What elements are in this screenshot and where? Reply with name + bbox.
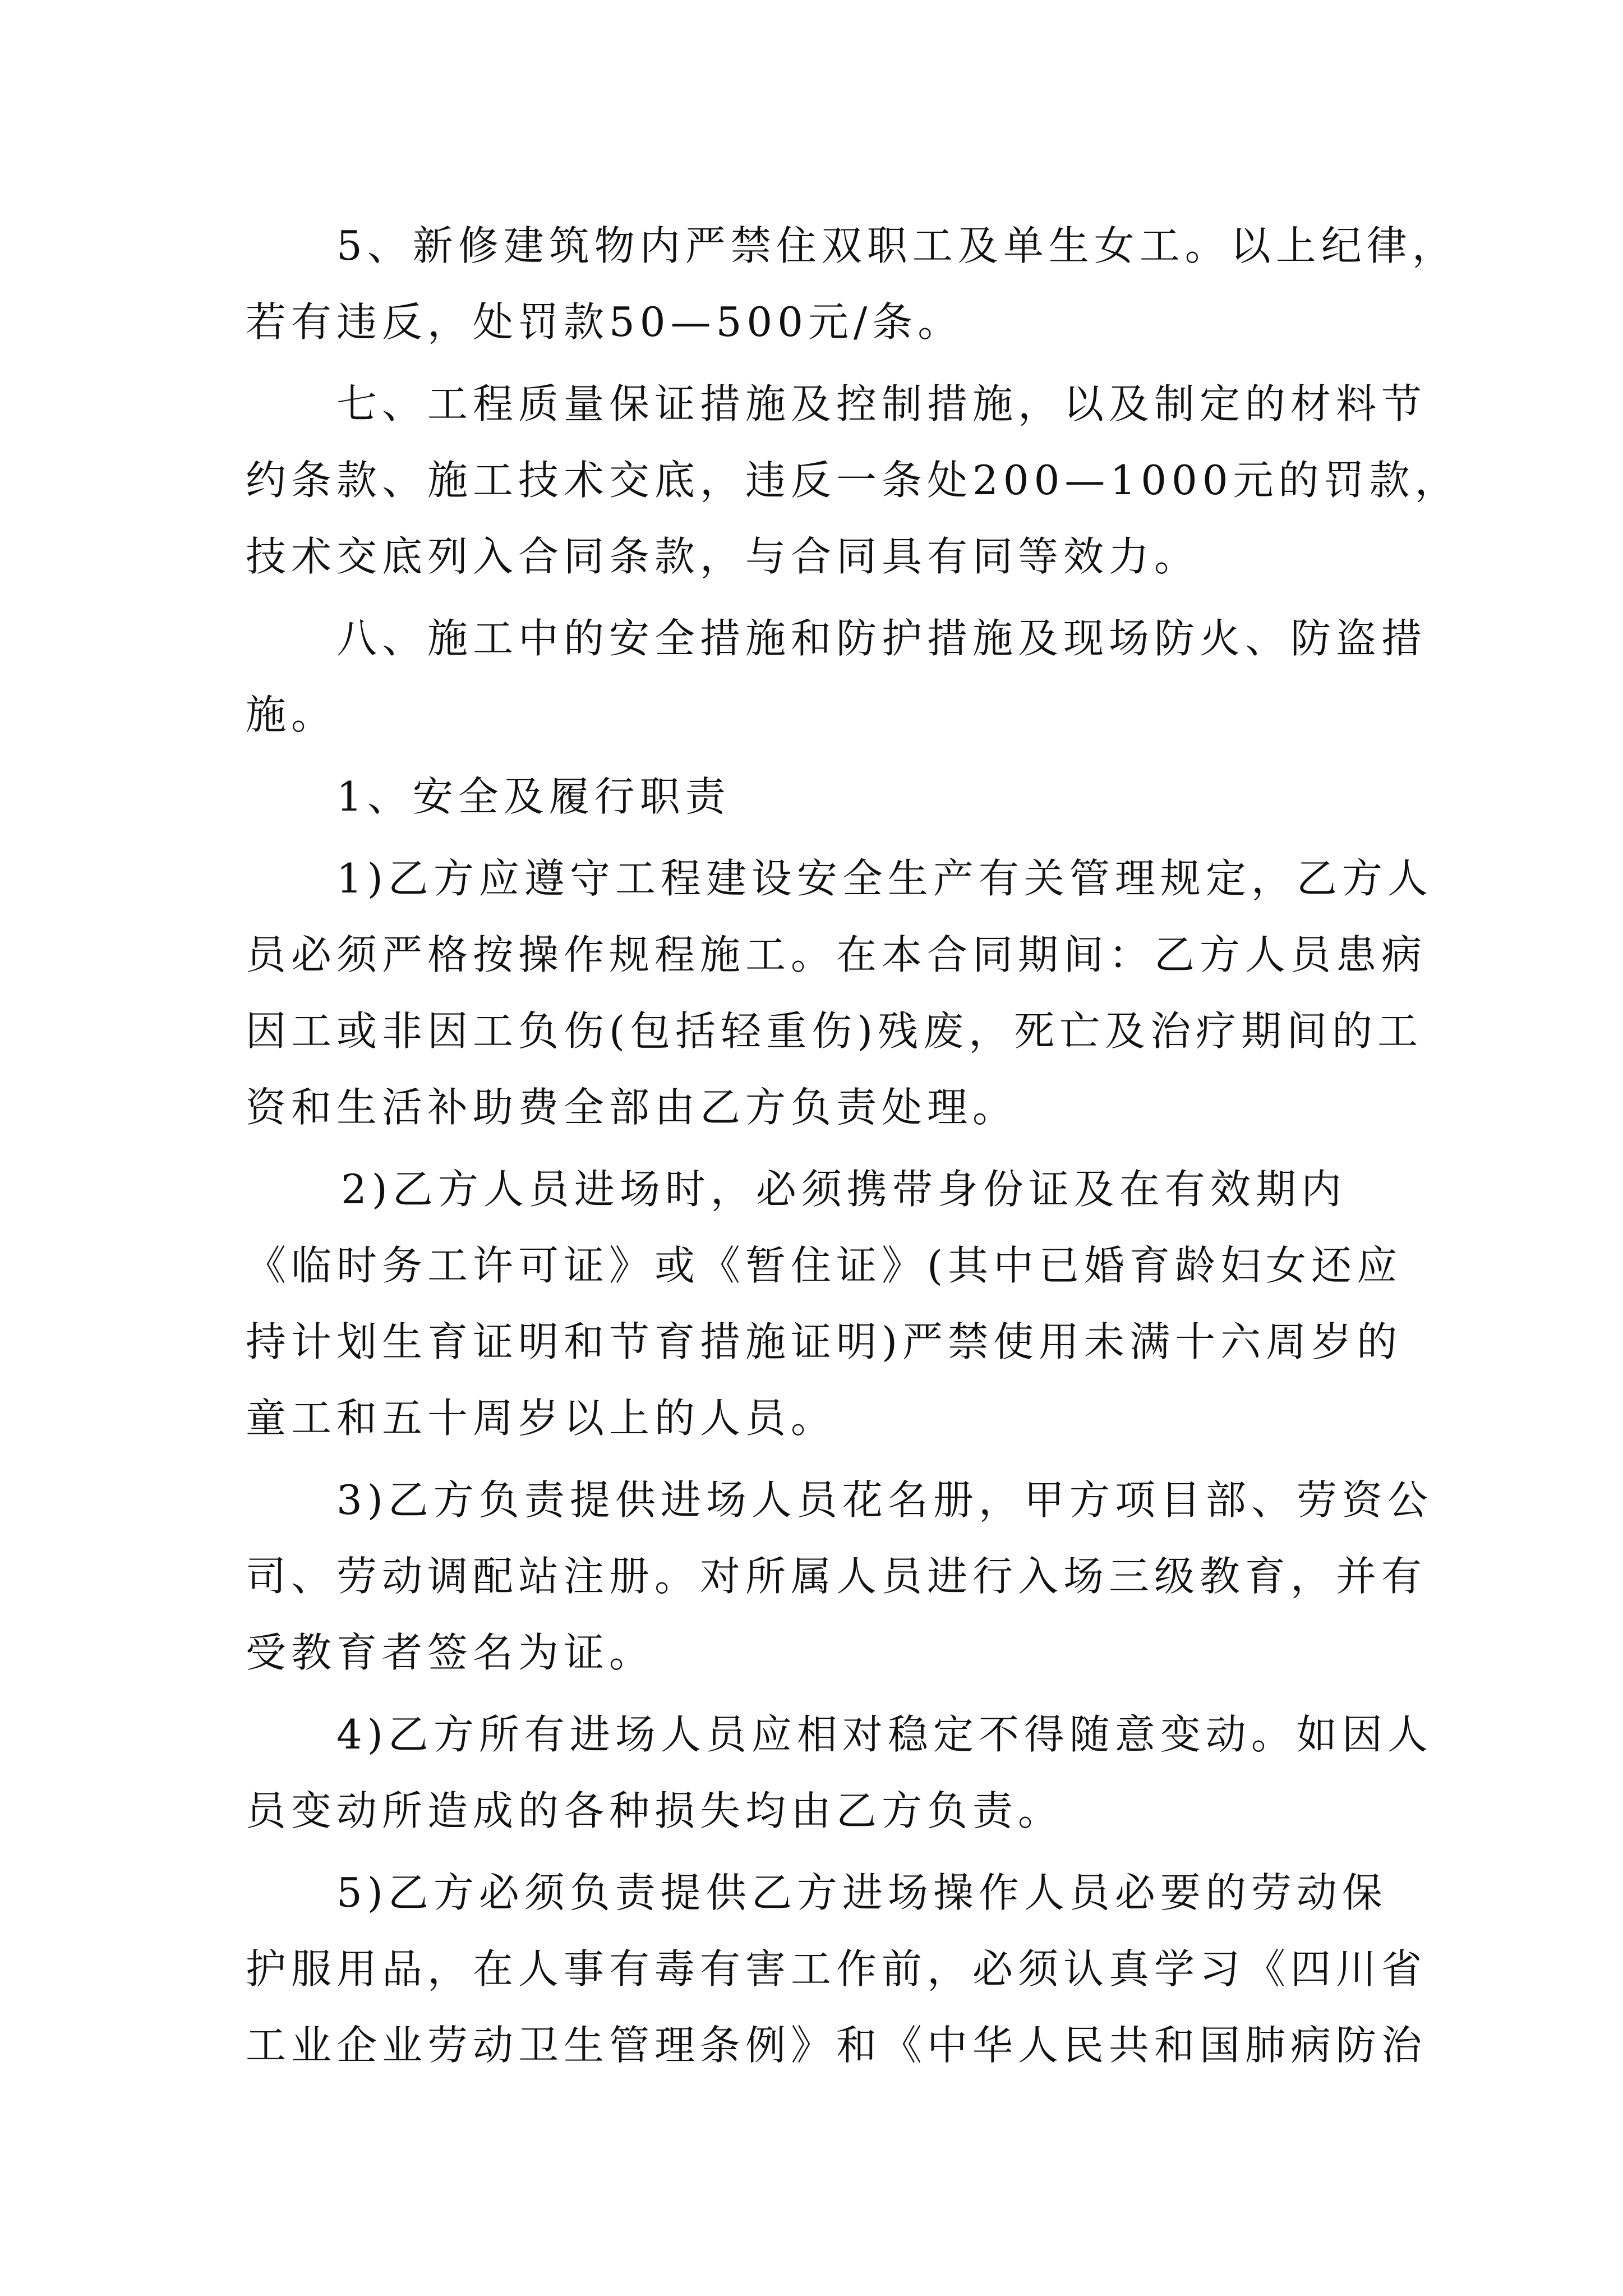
text-line: 七、工程质量保证措施及控制措施，以及制定的材料节: [336, 380, 1427, 427]
paragraph: [246, 1151, 1403, 1456]
text-line: 5)乙方必须负责提供乙方进场操作人员必要的劳动保: [336, 1869, 1387, 1916]
paragraph: [246, 758, 1378, 835]
text-line: 护服用品，在人事有毒有害工作前，必须认真学习《四川省: [246, 1945, 1427, 1993]
text-line: 员必须严格按操作规程施工。在本合同期间：乙方人员患病: [246, 931, 1427, 978]
text-line: 3)乙方负责提供进场人员花名册，甲方项目部、劳资公: [336, 1476, 1433, 1524]
text-line: 技术交底列入合同条款，与合同具有同等效力。: [246, 533, 1200, 580]
paragraph: [246, 366, 1460, 595]
text-line: 员变动所造成的各种损失均由乙方负责。: [246, 1787, 1064, 1834]
text-line: 童工和五十周岁以上的人员。: [246, 1395, 837, 1442]
text-line: 5、新修建筑物内严禁住双职工及单生女工。以上纪律，: [336, 222, 1458, 269]
text-line: 持计划生育证明和节育措施证明)严禁使用未满十六周岁的: [246, 1318, 1403, 1365]
text-line: 司、劳动调配站注册。对所属人员进行入场三级教育，并有: [246, 1553, 1427, 1600]
paragraph: [246, 208, 1458, 360]
paragraph: [246, 600, 1427, 753]
text-line: 2)乙方人员进场时，必须携带身份证及在有效期内: [341, 1166, 1347, 1213]
text-line: 八、施工中的安全措施和防护措施及现场防火、防盗措: [336, 615, 1427, 662]
paragraph: [246, 840, 1433, 1145]
text-line: 约条款、施工技术交底，违反一条处200—1000元的罚款，: [246, 457, 1460, 504]
text-line: 受教育者签名为证。: [246, 1629, 655, 1676]
text-line: 1、安全及履行职责: [336, 773, 731, 820]
text-line: 因工或非因工负伤(包括轻重伤)残废，死亡及治疗期间的工: [246, 1007, 1423, 1055]
text-line: 资和生活补助费全部由乙方负责处理。: [246, 1084, 1018, 1131]
paragraph: [246, 1696, 1433, 1849]
text-line: 工业企业劳动卫生管理条例》和《中华人民共和国肺病防治: [246, 2022, 1427, 2069]
text-line: 4)乙方所有进场人员应相对稳定不得随意变动。如因人: [336, 1711, 1433, 1758]
text-line: 施。: [246, 691, 337, 738]
paragraph: [246, 1462, 1433, 1691]
document-body: [246, 208, 1460, 2083]
paragraph: [246, 1855, 1427, 2083]
text-line: 1)乙方应遵守工程建设安全生产有关管理规定，乙方人: [336, 855, 1433, 902]
text-line: 《临时务工许可证》或《暂住证》(其中已婚育龄妇女还应: [246, 1242, 1403, 1289]
text-line: 若有违反，处罚款50—500元/条。: [246, 298, 963, 346]
